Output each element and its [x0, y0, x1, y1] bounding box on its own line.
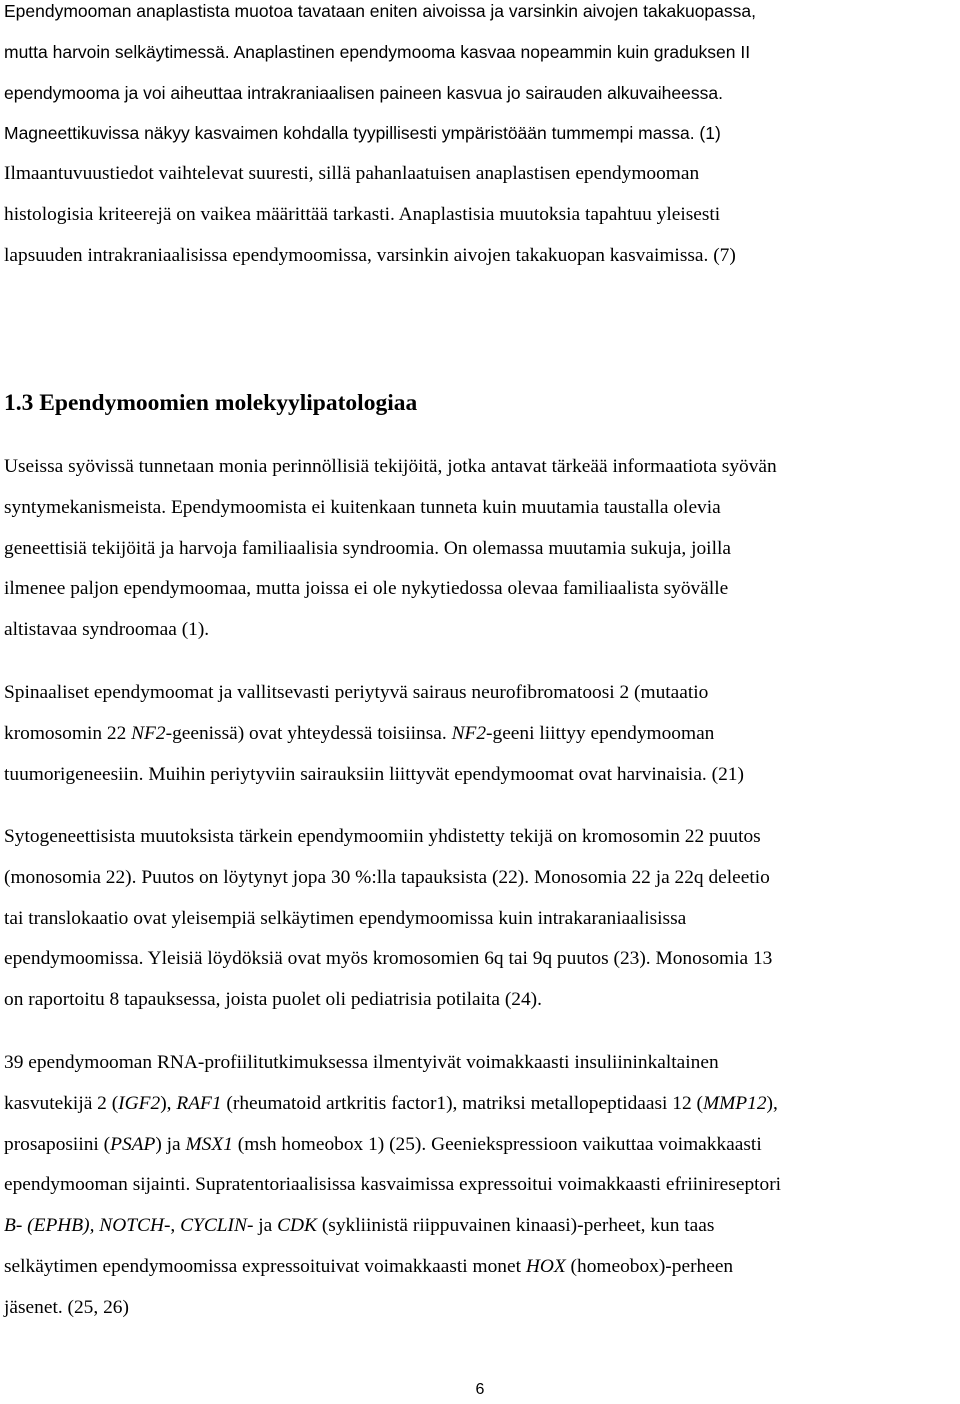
- text-line: B- (EPHB), NOTCH-, CYCLIN- ja CDK (sykliinistä riippuvainen kinaasi)-perheet, kun taas: [4, 1215, 715, 1237]
- text-line: Ilmaantuvuustiedot vaihtelevat suuresti, sillä pahanlaatuisen anaplastisen ependymooman: [4, 163, 700, 185]
- text-line: tai translokaatio ovat yleisempiä selkäytimen ependymoomissa kuin intrakaraniaalisissa: [4, 907, 687, 929]
- text-line: 39 ependymooman RNA-profiilitutkimuksessa ilmentyivät voimakkaasti insuliininkaltainen: [4, 1052, 719, 1073]
- text-line: ependymooma ja voi aiheuttaa intrakraniaalisen paineen kasvua jo sairauden alkuvaiheessa.: [4, 82, 723, 103]
- text-line: Magneettikuvissa näkyy kasvaimen kohdalla tyypillisesti ympäristöään tummempi massa. (1): [4, 123, 721, 144]
- text-line: histologisia kriteerejä on vaikea määrittää tarkasti. Anaplastisia muutoksia tapahtuu yleisesti: [4, 203, 721, 225]
- paragraph-nf2: [4, 673, 958, 795]
- text-line: on raportoitu 8 tapauksessa, joista puolet oli pediatrisia potilaita (24).: [4, 989, 542, 1011]
- text-line: altistavaa syndroomaa (1).: [4, 619, 210, 641]
- gene-name: CDK: [277, 1215, 317, 1237]
- paragraph-rna-profile: [4, 1043, 958, 1329]
- paragraph-anaplastic-form: [4, 0, 958, 277]
- gene-name: NF2: [451, 722, 487, 744]
- text-line: ependymooman sijainti. Supratentoriaalisissa kasvaimissa expressoitui voimakkaasti efriinireseptori: [4, 1174, 782, 1196]
- gene-name: MSX1: [185, 1133, 233, 1155]
- gene-name: HOX: [525, 1255, 566, 1277]
- text-line: geneettisiä tekijöitä ja harvoja familiaalisia syndroomia. On olemassa muutamia sukuja, joilla: [4, 537, 731, 559]
- paragraph-molecular-intro: [4, 447, 958, 651]
- paragraph-cytogenetics: [4, 817, 958, 1021]
- text-line: Ependymooman anaplastista muotoa tavataan eniten aivoissa ja varsinkin aivojen takakuopassa,: [4, 1, 756, 21]
- page-number: 6: [475, 1381, 485, 1398]
- gene-name: IGF2: [118, 1092, 161, 1114]
- text-line: ilmenee paljon ependymoomaa, mutta joissa ei ole nykytiedossa olevaa familiaalista syövälle: [4, 578, 729, 600]
- text-line: prosaposiini (PSAP) ja MSX1 (msh homeobox 1) (25). Geeniekspressioon vaikuttaa voimakkaasti: [4, 1133, 762, 1155]
- text-line: kromosomin 22 NF2-geenissä) ovat yhteydessä toisiinsa. NF2-geeni liittyy ependymooman: [4, 722, 715, 744]
- gene-name: RAF1: [176, 1092, 222, 1114]
- text-line: syntymekanismeista. Ependymoomista ei kuitenkaan tunneta kuin muutamia taustalla olevia: [4, 496, 721, 518]
- gene-name: NF2: [131, 722, 166, 744]
- text-line: kasvutekijä 2 (IGF2), RAF1 (rheumatoid artkritis factor1), matriksi metallopeptidaasi 12 (MMP12),: [4, 1092, 778, 1114]
- section-heading: 1.3 Ependymoomien molekyylipatologiaa: [4, 390, 418, 416]
- gene-name: B- (EPHB), NOTCH-: [4, 1215, 171, 1237]
- text-line: ependymoomissa. Yleisiä löydöksiä ovat myös kromosomien 6q tai 9q puutos (23). Monosomia 13: [4, 948, 773, 970]
- text-line: tuumorigeneesiin. Muihin periytyviin sairauksiin liittyvät ependymoomat ovat harvinaisia. (21): [4, 763, 744, 785]
- gene-name: CYCLIN-: [180, 1215, 254, 1237]
- gene-name: PSAP: [110, 1133, 156, 1155]
- text-line: mutta harvoin selkäytimessä. Anaplastinen ependymooma kasvaa nopeammin kuin graduksen II: [4, 41, 751, 62]
- gene-name: MMP12: [702, 1092, 767, 1114]
- text-line: selkäytimen ependymoomissa expressoituivat voimakkaasti monet HOX (homeobox)-perheen: [4, 1255, 734, 1277]
- text-line: Spinaaliset ependymoomat ja vallitsevasti periytyvä sairaus neurofibromatoosi 2 (mutaatio: [4, 682, 709, 703]
- text-line: Sytogeneettisista muutoksista tärkein ependymoomiin yhdistetty tekijä on kromosomin 22 puutos: [4, 826, 761, 847]
- text-line: jäsenet. (25, 26): [4, 1296, 129, 1318]
- text-line: lapsuuden intrakraniaalisissa ependymoomissa, varsinkin aivojen takakuopan kasvaimissa. (7): [4, 244, 736, 266]
- text-line: (monosomia 22). Puutos on löytynyt jopa 30 %:lla tapauksista (22). Monosomia 22 ja 22q deleetio: [4, 866, 770, 888]
- text-line: Useissa syövissä tunnetaan monia perinnöllisiä tekijöitä, jotka antavat tärkeää informaatiota syövän: [4, 456, 777, 477]
